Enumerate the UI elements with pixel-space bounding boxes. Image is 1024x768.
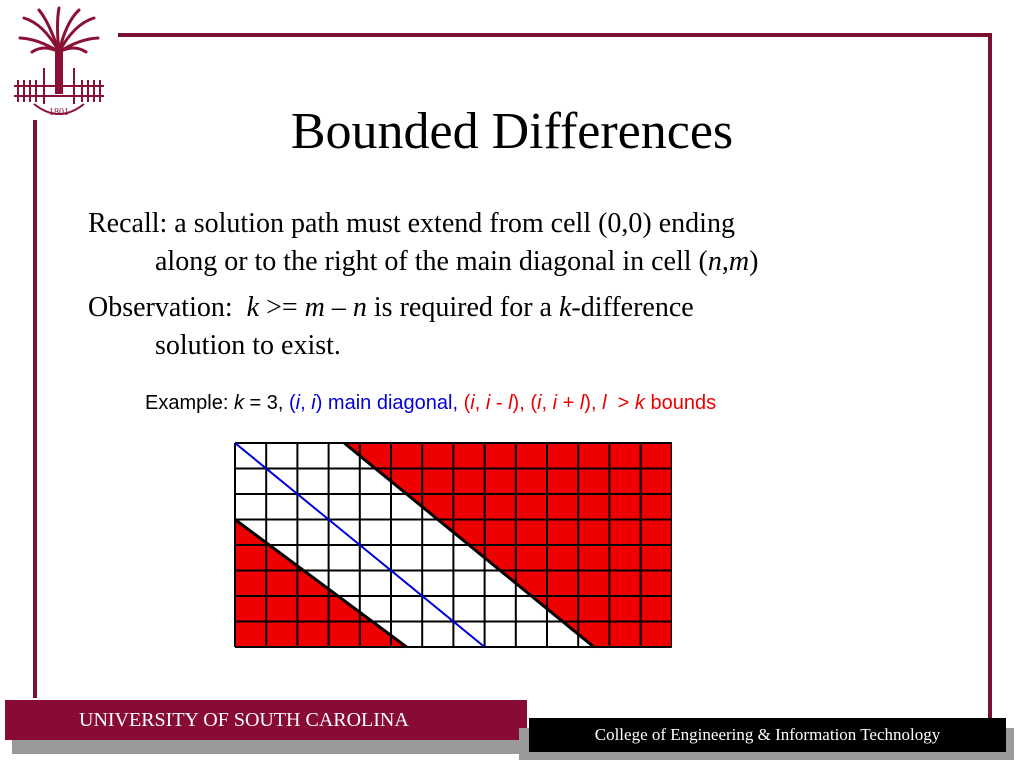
footer-college: College of Engineering & Information Technology [529,718,1006,752]
example-diagonal: (i, i) main diagonal, [288,392,459,414]
observation-line1: Observation: k >= m – n is required for a k-difference [88,292,694,323]
bullet-list [88,205,948,373]
slide-title: Bounded Differences [290,103,734,160]
frame-top-border [118,33,992,37]
frame-left-border [33,120,37,698]
example-caption: Example: k = 3, (i, i) main diagonal, (i, i - l), (i, i + l), l > k bounds [145,392,717,414]
observation-line2: solution to exist. [155,330,341,361]
logo-year: 1801 [49,107,69,118]
example-bounds: (i, i - l), (i, i + l), l > k bounds [463,392,717,414]
recall-line1: Recall: a solution path must extend from cell (0,0) ending [88,208,735,239]
recall-line2: along or to the right of the main diagonal in cell (n,m) [155,246,759,277]
bullet-observation [88,289,948,365]
bullet-recall [88,205,948,281]
bounded-diagonal-grid [232,442,672,652]
footer-university: UNIVERSITY OF SOUTH CAROLINA [5,700,527,740]
